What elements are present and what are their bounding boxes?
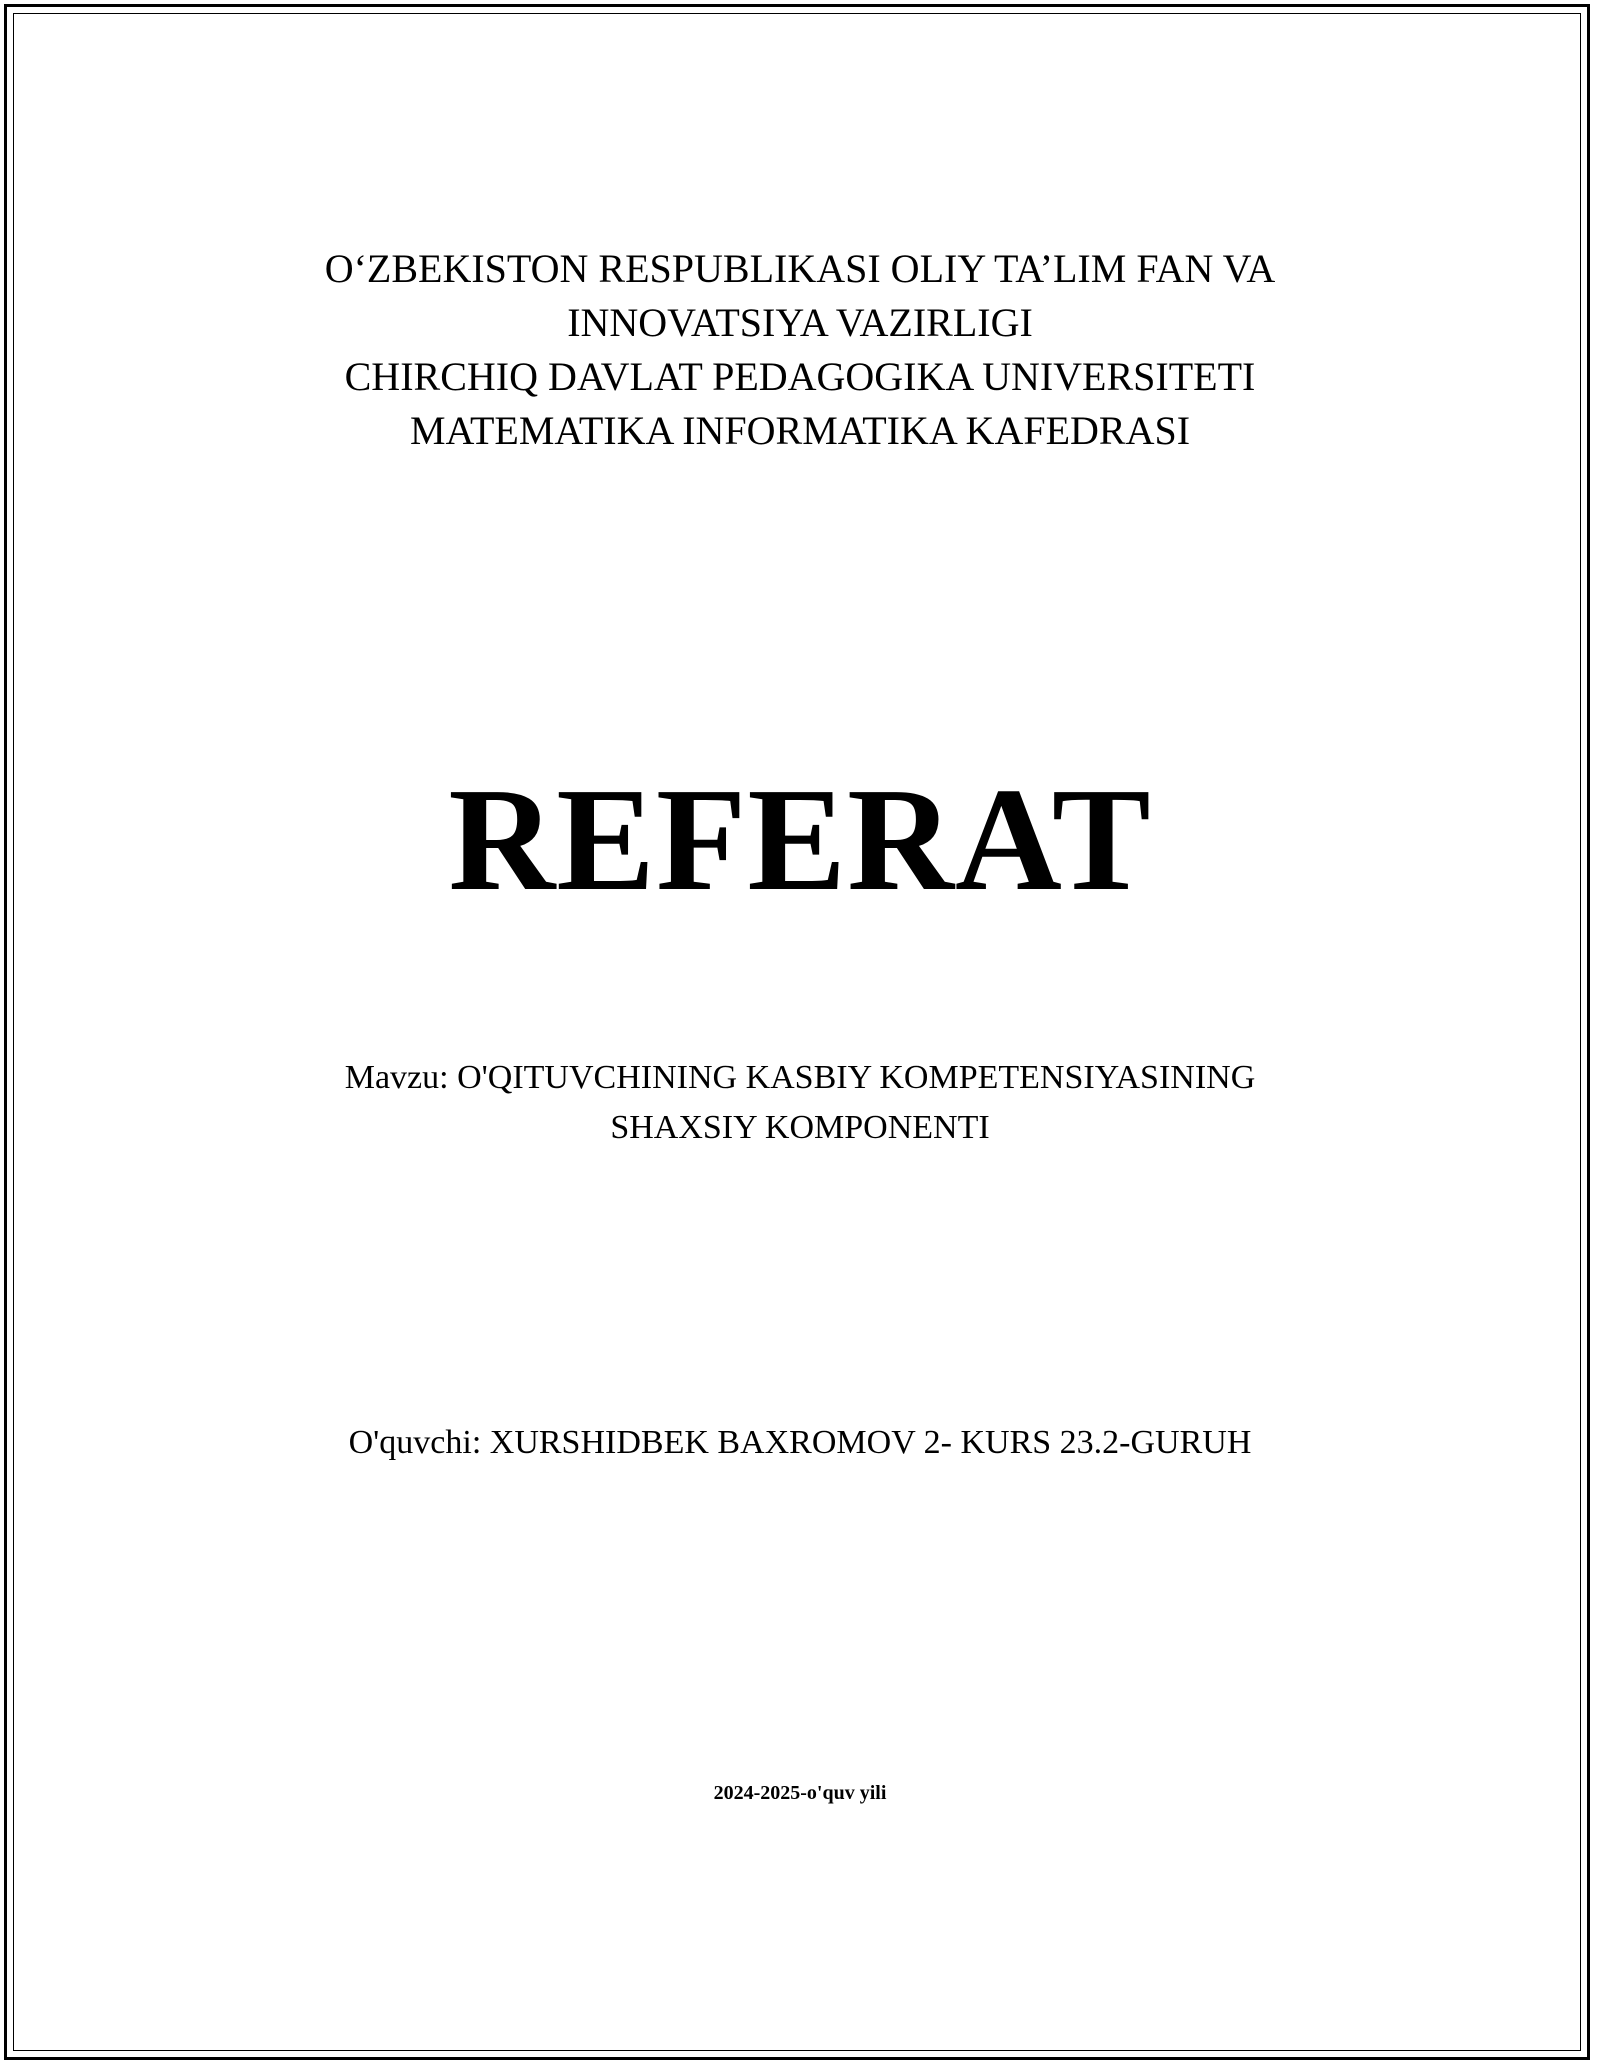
topic-line-1: Mavzu: O'QITUVCHINING KASBIY KOMPETENSIYASINING xyxy=(344,1059,1256,1096)
header-line-university: CHIRCHIQ DAVLAT PEDAGOGIKA UNIVERSITETI xyxy=(344,354,1256,399)
institution-header xyxy=(0,242,1600,458)
document-title: REFERAT xyxy=(448,758,1152,922)
topic-block xyxy=(0,1053,1600,1153)
academic-year: 2024-2025-o'quv yili xyxy=(713,1782,887,1804)
topic-line-2: SHAXSIY KOMPONENTI xyxy=(610,1109,990,1146)
student-info: O'quvchi: XURSHIDBEK BAXROMOV 2- KURS 23.2-GURUH xyxy=(348,1424,1252,1461)
header-line-department: MATEMATIKA INFORMATIKA KAFEDRASI xyxy=(409,408,1191,453)
header-line-ministry-2: INNOVATSIYA VAZIRLIGI xyxy=(567,300,1033,345)
header-line-ministry-1: O‘ZBEKISTON RESPUBLIKASI OLIY TA’LIM FAN VA xyxy=(324,246,1276,291)
